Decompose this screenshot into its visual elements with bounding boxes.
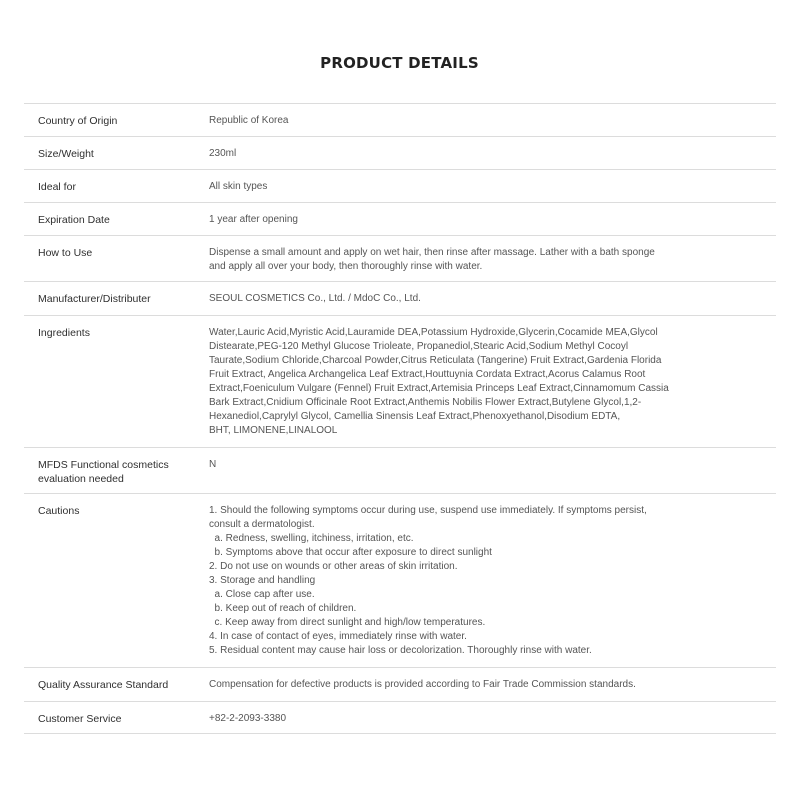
row-country-of-origin <box>24 104 776 137</box>
row-quality-assurance <box>24 668 776 702</box>
text-line: 3. Storage and handling <box>209 575 316 586</box>
row-label: Country of Origin <box>38 115 118 127</box>
row-value: 230ml <box>209 148 237 159</box>
row-label: Customer Service <box>38 713 122 725</box>
row-mfds-evaluation <box>24 448 776 494</box>
row-value: Republic of Korea <box>209 115 289 126</box>
text-line: a. Close cap after use. <box>209 589 315 600</box>
row-value: 1 year after opening <box>209 214 298 225</box>
row-customer-service <box>24 702 776 734</box>
row-manufacturer <box>24 282 776 316</box>
row-value: N <box>209 459 217 470</box>
text-line: 5. Residual content may cause hair loss or decolorization. Thoroughly rinse with water. <box>209 645 592 656</box>
text-line: b. Symptoms above that occur after exposure to direct sunlight <box>209 547 492 558</box>
row-value: Compensation for defective products is provided according to Fair Trade Commission standards. <box>209 679 636 690</box>
row-label: Size/Weight <box>38 148 94 160</box>
text-line: Distearate,PEG-120 Methyl Glucose Trioleate, Propanediol,Stearic Acid,Sodium Methyl Cocoyl <box>209 341 629 352</box>
row-size-weight <box>24 137 776 170</box>
text-line: Fruit Extract, Angelica Archangelica Leaf Extract,Houttuynia Cordata Extract,Acorus Calamus Root <box>209 369 646 380</box>
row-cautions <box>24 494 776 668</box>
text-line: b. Keep out of reach of children. <box>209 603 357 614</box>
label-line: evaluation needed <box>38 473 124 485</box>
row-expiration-date <box>24 203 776 236</box>
row-how-to-use <box>24 236 776 282</box>
row-label: Cautions <box>38 505 80 517</box>
text-line: Dispense a small amount and apply on wet hair, then rinse after massage. Lather with a bath sponge <box>209 247 655 258</box>
product-details-table <box>24 103 776 734</box>
row-value: SEOUL COSMETICS Co., Ltd. / MdoC Co., Ltd. <box>209 293 421 304</box>
row-label: Quality Assurance Standard <box>38 679 169 691</box>
label-line: MFDS Functional cosmetics <box>38 459 169 471</box>
text-line: 2. Do not use on wounds or other areas of skin irritation. <box>209 561 458 572</box>
row-label <box>24 458 209 493</box>
text-line: Taurate,Sodium Chloride,Charcoal Powder,Citrus Reticulata (Tangerine) Fruit Extract,Gardenia Florida <box>209 355 662 366</box>
row-value: All skin types <box>209 181 268 192</box>
row-label: Expiration Date <box>38 214 110 226</box>
text-line: c. Keep away from direct sunlight and high/low temperatures. <box>209 617 486 628</box>
row-label: How to Use <box>38 247 93 259</box>
row-label: Ingredients <box>38 327 90 339</box>
text-line: Hexanediol,Caprylyl Glycol, Camellia Sinensis Leaf Extract,Phenoxyethanol,Disodium EDTA, <box>209 411 621 422</box>
row-value <box>209 246 776 281</box>
text-line: a. Redness, swelling, itchiness, irritation, etc. <box>209 533 414 544</box>
text-line: Bark Extract,Cnidium Officinale Root Extract,Anthemis Nobilis Flower Extract,Butylene Glycol,1,2- <box>209 397 642 408</box>
row-value <box>209 504 776 667</box>
row-value <box>209 326 776 447</box>
text-line: BHT, LIMONENE,LINALOOL <box>209 425 338 436</box>
row-value: +82-2-2093-3380 <box>209 713 287 724</box>
text-line: Water,Lauric Acid,Myristic Acid,Lauramide DEA,Potassium Hydroxide,Glycerin,Cocamide MEA,Glycol <box>209 327 658 338</box>
text-line: 4. In case of contact of eyes, immediately rinse with water. <box>209 631 467 642</box>
row-ingredients <box>24 316 776 448</box>
page-title: PRODUCT DETAILS <box>320 54 479 72</box>
text-line: Extract,Foeniculum Vulgare (Fennel) Fruit Extract,Artemisia Princeps Leaf Extract,Cinnamomum Cassia <box>209 383 669 394</box>
row-ideal-for <box>24 170 776 203</box>
row-label: Manufacturer/Distributer <box>38 293 151 305</box>
row-label: Ideal for <box>38 181 76 193</box>
text-line: 1. Should the following symptoms occur during use, suspend use immediately. If symptoms persist, <box>209 505 647 516</box>
text-line: consult a dermatologist. <box>209 519 315 530</box>
text-line: and apply all over your body, then thoroughly rinse with water. <box>209 261 483 272</box>
